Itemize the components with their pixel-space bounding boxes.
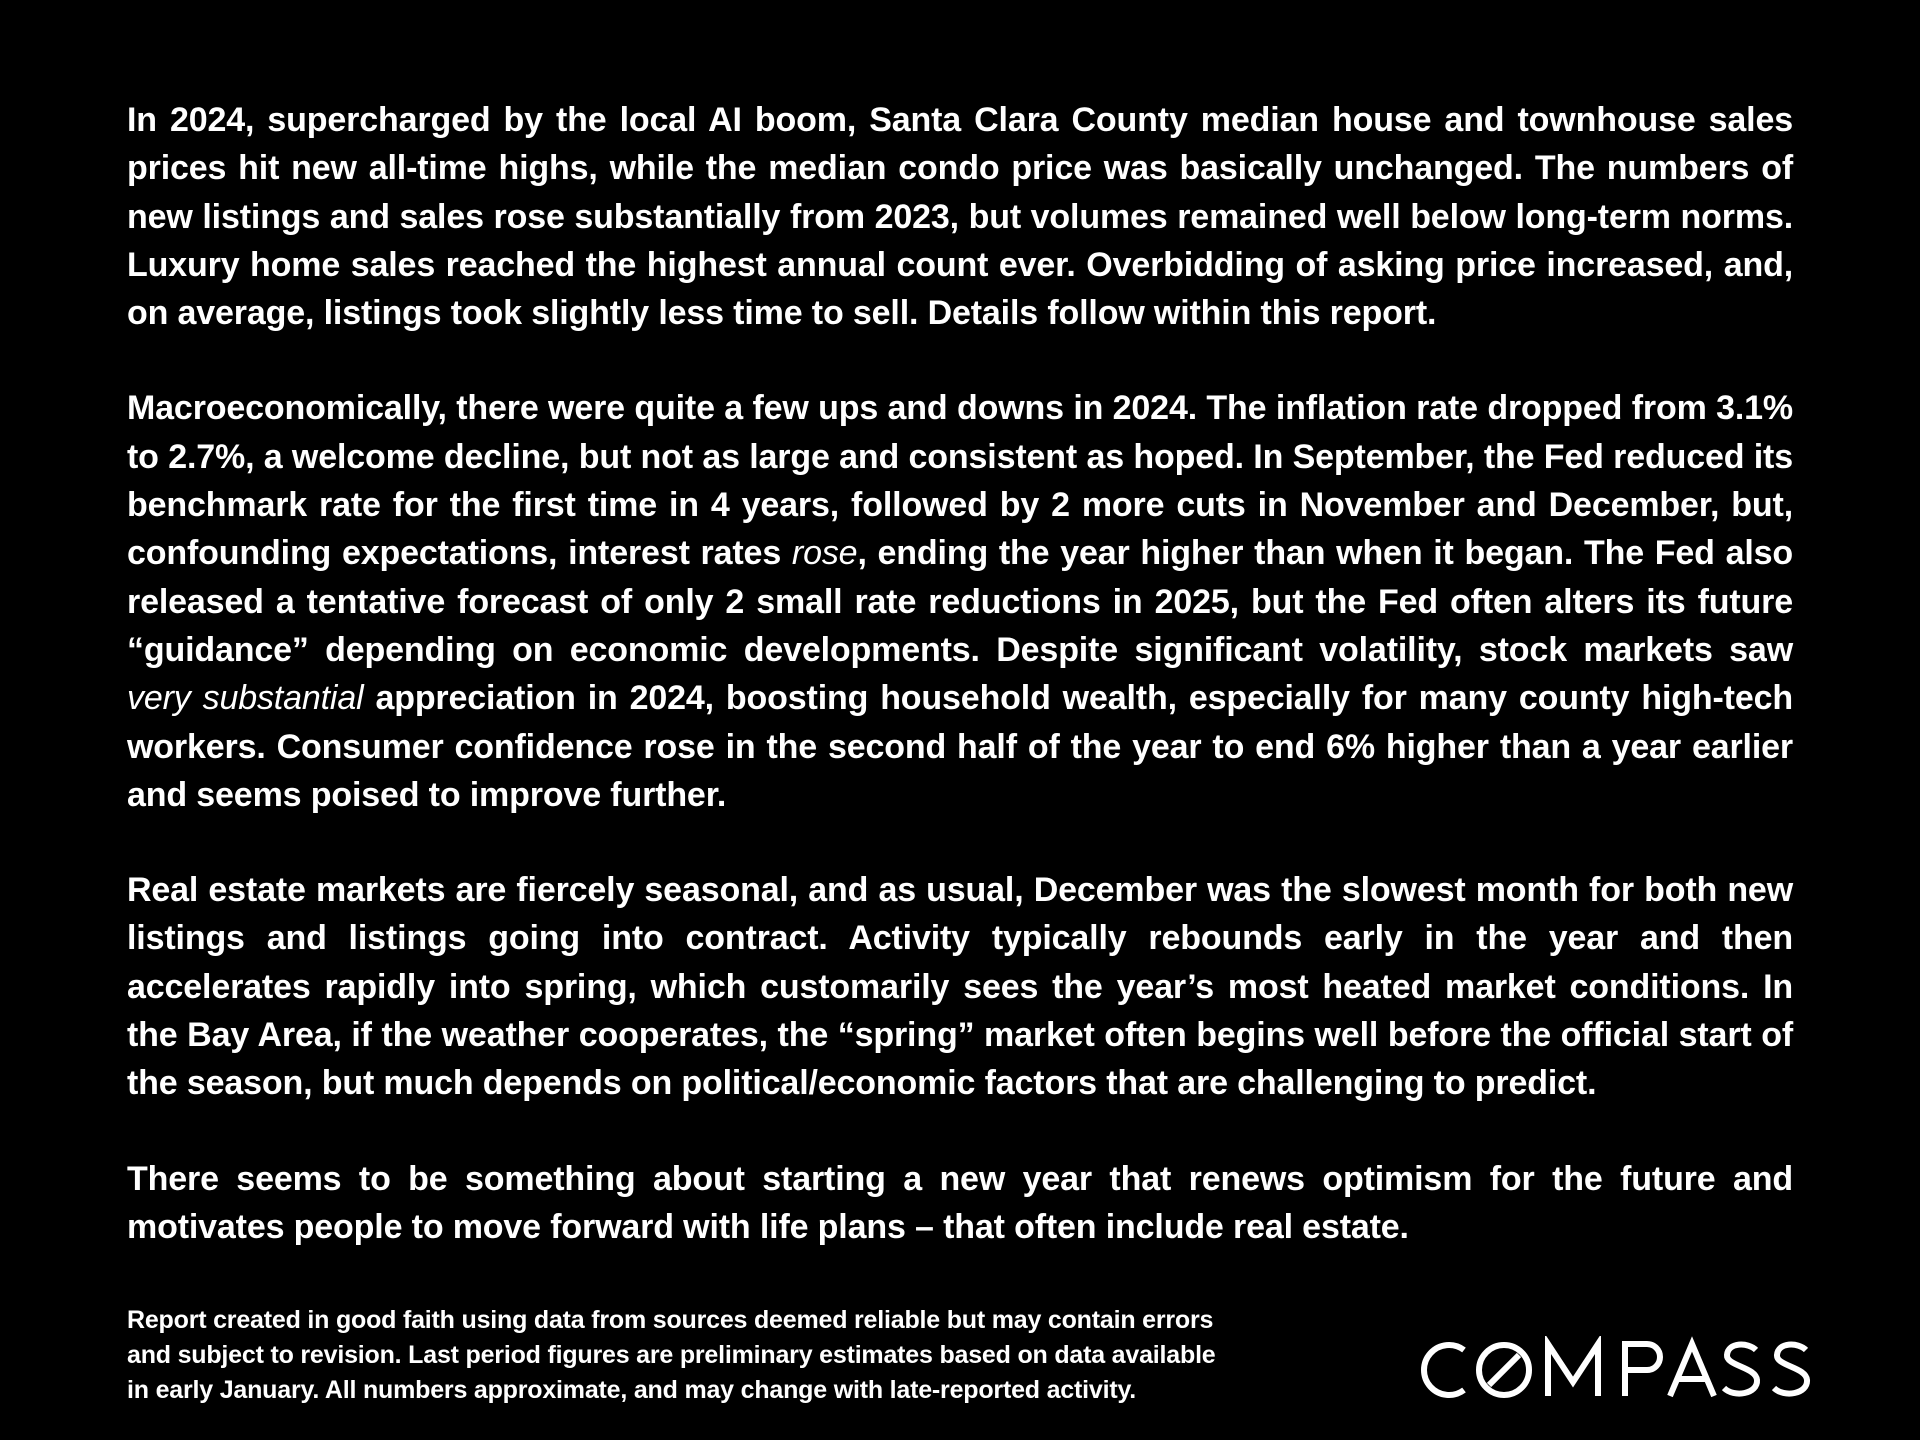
emphasized-text: very substantial: [127, 679, 364, 718]
disclaimer-line: and subject to revision. Last period figures are preliminary estimates based on data available: [127, 1341, 1216, 1369]
paragraph-text: Real estate markets are fiercely seasonal, and as usual, December was the slowest month for both new listings and listings going into contract. Activity typically rebounds early in the year and then accelerates rapidly into spring, which customarily sees the year’s most heated market conditions. In the Bay Area, if the weather cooperates, the “spring” market often begins well before the official start of the season, but much depends on political/economic factors that are challenging to predict.: [127, 871, 1793, 1103]
paragraph-text: There seems to be something about starting a new year that renews optimism for the future and motivates people to move forward with life plans – that often include real estate.: [127, 1159, 1793, 1246]
paragraph-seasonality: [127, 866, 1793, 1107]
paragraph-macroeconomics: [127, 384, 1793, 819]
compass-logo-text: COMPASS: [1412, 1336, 1417, 1337]
paragraph-text: appreciation in 2024, boosting household wealth, especially for many county high-tech workers. Consumer confidence rose in the second half of the year to end 6% higher than a year earlier and seems poised to improve further.: [127, 679, 1793, 814]
paragraph-text: In 2024, supercharged by the local AI boom, Santa Clara County median house and townhouse sales prices hit new all-time highs, while the median condo price was basically unchanged. The numbers of new listings and sales rose substantially from 2023, but volumes remained well below long-term norms. Luxury home sales reached the highest annual count ever. Overbidding of asking price increased, and, on average, listings took slightly less time to sell. Details follow within this report.: [127, 101, 1793, 333]
compass-logo: [1412, 1336, 1822, 1404]
paragraph-new-year-outlook: [127, 1155, 1793, 1252]
disclaimer-line: Report created in good faith using data from sources deemed reliable but may contain errors: [127, 1306, 1214, 1334]
paragraph-text: Macroeconomically, there were quite a few ups and downs in 2024. The inflation rate dropped from 3.1% to 2.7%, a welcome decline, but not as large and consistent as hoped. In September, the Fed reduced its benchmark rate for the first time in 4 years, followed by 2 more cuts in November and December, but, confounding expectations, interest rates: [127, 389, 1793, 573]
paragraph-market-summary: [127, 96, 1793, 337]
disclaimer-line: in early January. All numbers approximate, and may change with late-reported activity.: [127, 1376, 1137, 1404]
paragraph-text: , ending the year higher than when it began. The Fed also released a tentative forecast of only 2 small rate reductions in 2025, but the Fed often alters its future “guidance” depending on economic developments. Despite significant volatility, stock markets saw: [127, 534, 1794, 669]
emphasized-text: rose: [791, 534, 858, 573]
disclaimer-footnote: [127, 1303, 1287, 1408]
report-body: [127, 96, 1793, 1298]
